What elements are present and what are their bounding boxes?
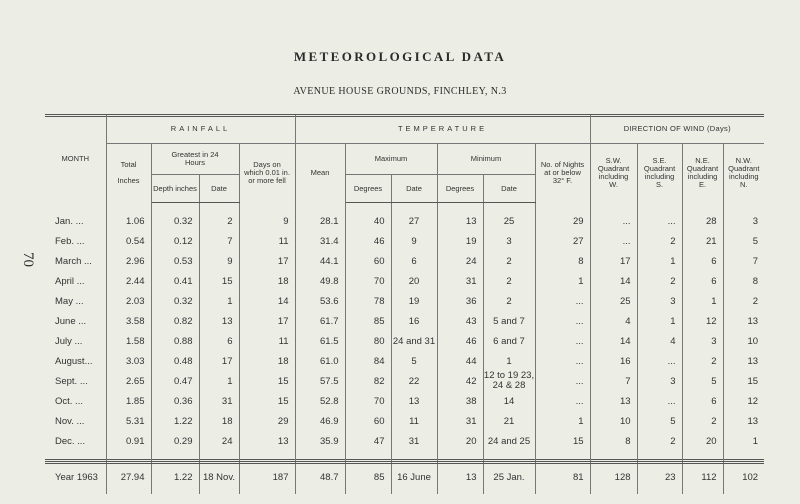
mean-cell: 28.1 — [295, 211, 345, 231]
mean-cell: 61.0 — [295, 351, 345, 371]
max-date-cell: 20 — [391, 271, 437, 291]
sw-cell: 128 — [590, 460, 637, 495]
mean-cell: 48.7 — [295, 460, 345, 495]
month-cell: Jan. ... — [45, 211, 106, 231]
sw-cell: ... — [590, 211, 637, 231]
days-cell: 17 — [239, 311, 295, 331]
min-date-cell: 5 and 7 — [483, 311, 535, 331]
max-date-cell: 13 — [391, 391, 437, 411]
total-cell: 2.03 — [106, 291, 151, 311]
nights-cell: 1 — [535, 271, 590, 291]
se-cell: 1 — [637, 251, 682, 271]
mean-cell: 52.8 — [295, 391, 345, 411]
se-cell: 5 — [637, 411, 682, 431]
min-deg-cell: 42 — [437, 371, 483, 391]
depth-cell: 0.12 — [151, 231, 199, 251]
table-row — [45, 331, 764, 351]
nw-cell: 5 — [752, 235, 759, 247]
max-deg-cell: 84 — [345, 351, 391, 371]
ne-cell: 6 — [682, 251, 723, 271]
min-deg-cell: 24 — [437, 251, 483, 271]
nights-cell: ... — [535, 391, 590, 411]
min-date-cell: 2 — [483, 291, 535, 311]
sw-cell: 10 — [590, 411, 637, 431]
max-deg-cell: 60 — [345, 411, 391, 431]
max-deg-cell: 80 — [345, 331, 391, 351]
month-cell: April ... — [45, 271, 106, 291]
month-cell: Nov. ... — [45, 411, 106, 431]
min-date-cell: 2 — [483, 271, 535, 291]
meteorological-table — [45, 115, 764, 494]
total-cell: 0.54 — [106, 231, 151, 251]
total-cell: 3.58 — [106, 311, 151, 331]
table-row — [45, 311, 764, 331]
mean-cell: 57.5 — [295, 371, 345, 391]
mean-cell: 61.5 — [295, 331, 345, 351]
total-cell: 2.96 — [106, 251, 151, 271]
ne-header: N.E. Quadrant including E. — [682, 144, 723, 203]
total-cell: 27.94 — [106, 460, 151, 495]
min-deg-cell: 38 — [437, 391, 483, 411]
se-cell: 2 — [637, 271, 682, 291]
sw-header: S.W. Quadrant including W. — [590, 144, 637, 203]
page-number: 70 — [20, 252, 36, 267]
days-header: Days on which 0.01 in. or more fell — [239, 144, 295, 203]
nights-cell: 1 — [535, 411, 590, 431]
min-date-cell: 3 — [483, 231, 535, 251]
table-row — [45, 271, 764, 291]
total-cell: 1.58 — [106, 331, 151, 351]
nights-cell: 15 — [535, 431, 590, 451]
nw-cell: 12 — [747, 395, 759, 407]
table-row — [45, 391, 764, 411]
mean-header: Mean — [295, 144, 345, 203]
total-cell: 1.06 — [106, 211, 151, 231]
min-date-cell: 6 and 7 — [483, 331, 535, 351]
max-date-cell: 9 — [391, 231, 437, 251]
date-cell: 1 — [199, 291, 239, 311]
greatest-header: Greatest in 24 Hours — [151, 144, 239, 175]
date-cell: 13 — [199, 311, 239, 331]
max-deg-cell: 46 — [345, 231, 391, 251]
min-deg-cell: 44 — [437, 351, 483, 371]
inches-label: Inches — [117, 176, 140, 186]
sw-cell: 13 — [590, 391, 637, 411]
nw-cell: 2 — [752, 295, 759, 307]
min-date-cell: 14 — [483, 391, 535, 411]
ne-cell: 6 — [682, 271, 723, 291]
nights-cell: ... — [535, 291, 590, 311]
nights-cell: 81 — [535, 460, 590, 495]
min-deg-cell: 13 — [437, 211, 483, 231]
mean-cell: 61.7 — [295, 311, 345, 331]
page-title: METEOROLOGICAL DATA — [293, 49, 507, 64]
date-cell: 15 — [199, 271, 239, 291]
max-deg-cell: 47 — [345, 431, 391, 451]
date-cell: 18 — [199, 411, 239, 431]
days-cell: 11 — [239, 331, 295, 351]
mean-cell: 49.8 — [295, 271, 345, 291]
table-bottom-rule — [45, 461, 764, 464]
date-cell: 7 — [199, 231, 239, 251]
date-header: Date — [199, 175, 239, 203]
max-deg-cell: 82 — [345, 371, 391, 391]
se-cell: 2 — [637, 231, 682, 251]
se-cell: 3 — [637, 291, 682, 311]
sw-cell: 4 — [590, 311, 637, 331]
total-cell: 1.85 — [106, 391, 151, 411]
depth-cell: 0.32 — [151, 291, 199, 311]
date-cell: 6 — [199, 331, 239, 351]
min-deg-cell: 31 — [437, 271, 483, 291]
nights-cell: ... — [535, 311, 590, 331]
date-cell: 2 — [199, 211, 239, 231]
month-cell: Oct. ... — [45, 391, 106, 411]
month-cell: May ... — [45, 291, 106, 311]
max-deg-cell: 78 — [345, 291, 391, 311]
days-cell: 14 — [239, 291, 295, 311]
depth-cell: 1.22 — [151, 460, 199, 495]
month-cell: Sept. ... — [45, 371, 106, 391]
max-date-cell: 16 — [391, 311, 437, 331]
ne-cell: 28 — [682, 211, 723, 231]
depth-cell: 0.47 — [151, 371, 199, 391]
mean-cell: 35.9 — [295, 431, 345, 451]
nw-cell: 13 — [747, 355, 759, 367]
min-date-cell: 1 — [483, 351, 535, 371]
total-inches-header — [106, 144, 151, 203]
nights-header: No. of Nights at or below 32° F. — [535, 144, 590, 203]
se-cell: 1 — [637, 311, 682, 331]
nw-cell: 3 — [752, 215, 759, 227]
ne-cell: 2 — [682, 411, 723, 431]
date-cell: 24 — [199, 431, 239, 451]
min-date-cell: 2 — [483, 251, 535, 271]
min-deg-cell: 36 — [437, 291, 483, 311]
total-row — [45, 460, 764, 495]
nw-cell: 7 — [752, 255, 759, 267]
sw-cell: 7 — [590, 371, 637, 391]
max-date-header: Date — [391, 175, 437, 203]
nights-cell: 8 — [535, 251, 590, 271]
min-degrees-header: Degrees — [437, 175, 483, 203]
days-cell: 13 — [239, 431, 295, 451]
nw-cell: 15 — [747, 375, 759, 387]
month-cell: March ... — [45, 251, 106, 271]
month-cell: Dec. ... — [45, 431, 106, 451]
table-row — [45, 231, 764, 251]
nights-cell: ... — [535, 351, 590, 371]
max-deg-cell: 85 — [345, 460, 391, 495]
table-row — [45, 351, 764, 371]
ne-cell: 2 — [682, 351, 723, 371]
sw-cell: 25 — [590, 291, 637, 311]
total-cell: 3.03 — [106, 351, 151, 371]
se-cell: ... — [637, 211, 682, 231]
sw-cell: 14 — [590, 331, 637, 351]
total-cell: 2.44 — [106, 271, 151, 291]
table-row — [45, 371, 764, 391]
min-date-cell: 12 to 19 23, 24 & 28 — [483, 370, 535, 391]
month-cell: Year 1963 — [45, 460, 106, 495]
sw-cell: 14 — [590, 271, 637, 291]
max-date-cell: 5 — [391, 351, 437, 371]
max-date-cell: 6 — [391, 251, 437, 271]
min-deg-cell: 19 — [437, 231, 483, 251]
ne-cell: 6 — [682, 391, 723, 411]
temperature-header: TEMPERATURE — [295, 115, 590, 144]
min-deg-cell: 13 — [437, 460, 483, 495]
max-date-cell: 16 June — [391, 460, 437, 495]
page-subtitle: AVENUE HOUSE GROUNDS, FINCHLEY, N.3 — [293, 86, 507, 97]
se-cell: 2 — [637, 431, 682, 451]
days-cell: 9 — [239, 211, 295, 231]
days-cell: 29 — [239, 411, 295, 431]
table-row — [45, 291, 764, 311]
maximum-header: Maximum — [345, 144, 437, 175]
days-cell: 18 — [239, 271, 295, 291]
max-deg-cell: 60 — [345, 251, 391, 271]
se-cell: ... — [637, 351, 682, 371]
depth-cell: 0.32 — [151, 211, 199, 231]
date-cell: 1 — [199, 371, 239, 391]
sw-cell: 8 — [590, 431, 637, 451]
date-cell: 31 — [199, 391, 239, 411]
max-deg-cell: 40 — [345, 211, 391, 231]
table-row — [45, 211, 764, 231]
total-cell: 5.31 — [106, 411, 151, 431]
min-deg-cell: 43 — [437, 311, 483, 331]
min-date-cell: 25 — [483, 211, 535, 231]
se-cell: 3 — [637, 371, 682, 391]
nights-cell: ... — [535, 371, 590, 391]
depth-cell: 0.36 — [151, 391, 199, 411]
min-deg-cell: 20 — [437, 431, 483, 451]
sw-cell: 16 — [590, 351, 637, 371]
days-cell: 18 — [239, 351, 295, 371]
min-date-cell: 21 — [483, 411, 535, 431]
se-cell: 23 — [637, 460, 682, 495]
depth-cell: 0.53 — [151, 251, 199, 271]
mean-cell: 53.6 — [295, 291, 345, 311]
table-row — [45, 411, 764, 431]
min-date-cell: 24 and 25 — [483, 431, 535, 451]
month-header: MONTH — [45, 115, 106, 203]
nw-header: N.W. Quadrant including N. — [728, 156, 760, 190]
month-cell: June ... — [45, 311, 106, 331]
se-cell: ... — [637, 391, 682, 411]
table-row — [45, 431, 764, 451]
sw-cell: 17 — [590, 251, 637, 271]
sw-cell: ... — [590, 231, 637, 251]
mean-cell: 31.4 — [295, 231, 345, 251]
depth-header: Depth inches — [151, 175, 199, 203]
nw-cell: 8 — [752, 275, 759, 287]
nights-cell: 27 — [535, 231, 590, 251]
ne-cell: 12 — [682, 311, 723, 331]
se-header: S.E. Quadrant including S. — [637, 144, 682, 203]
month-cell: Feb. ... — [45, 231, 106, 251]
se-cell: 4 — [637, 331, 682, 351]
total-label: Total — [120, 160, 137, 170]
days-cell: 17 — [239, 251, 295, 271]
nights-cell: 29 — [535, 211, 590, 231]
max-deg-cell: 70 — [345, 391, 391, 411]
max-date-cell: 11 — [391, 411, 437, 431]
total-cell: 2.65 — [106, 371, 151, 391]
ne-cell: 21 — [682, 231, 723, 251]
nw-cell: 13 — [747, 315, 759, 327]
min-date-header: Date — [483, 175, 535, 203]
min-deg-cell: 46 — [437, 331, 483, 351]
date-cell: 18 Nov. — [199, 460, 239, 495]
total-cell: 0.91 — [106, 431, 151, 451]
month-cell: July ... — [45, 331, 106, 351]
date-cell: 9 — [199, 251, 239, 271]
max-date-cell: 27 — [391, 211, 437, 231]
depth-cell: 1.22 — [151, 411, 199, 431]
min-deg-cell: 31 — [437, 411, 483, 431]
max-degrees-header: Degrees — [345, 175, 391, 203]
days-cell: 15 — [239, 371, 295, 391]
days-cell: 15 — [239, 391, 295, 411]
mean-cell: 46.9 — [295, 411, 345, 431]
table-row — [45, 251, 764, 271]
minimum-header: Minimum — [437, 144, 535, 175]
max-date-cell: 22 — [391, 371, 437, 391]
ne-cell: 1 — [682, 291, 723, 311]
nw-cell: 102 — [723, 460, 764, 495]
rainfall-header: RAINFALL — [106, 115, 295, 144]
max-date-cell: 19 — [391, 291, 437, 311]
max-date-cell: 31 — [391, 431, 437, 451]
ne-cell: 5 — [682, 371, 723, 391]
ne-cell: 20 — [682, 431, 723, 451]
depth-cell: 0.88 — [151, 331, 199, 351]
max-deg-cell: 70 — [345, 271, 391, 291]
max-date-cell: 24 and 31 — [391, 331, 437, 351]
month-cell: August... — [45, 351, 106, 371]
days-cell: 11 — [239, 231, 295, 251]
ne-cell: 112 — [682, 460, 723, 495]
depth-cell: 0.82 — [151, 311, 199, 331]
depth-cell: 0.29 — [151, 431, 199, 451]
depth-cell: 0.48 — [151, 351, 199, 371]
ne-cell: 3 — [682, 331, 723, 351]
nights-cell: ... — [535, 331, 590, 351]
mean-cell: 44.1 — [295, 251, 345, 271]
min-date-cell: 25 Jan. — [483, 460, 535, 495]
days-cell: 187 — [239, 460, 295, 495]
depth-cell: 0.41 — [151, 271, 199, 291]
nw-cell: 13 — [747, 415, 759, 427]
date-cell: 17 — [199, 351, 239, 371]
nw-cell: 1 — [752, 435, 759, 447]
max-deg-cell: 85 — [345, 311, 391, 331]
nw-cell: 10 — [747, 335, 759, 347]
wind-header: DIRECTION OF WIND (Days) — [590, 115, 764, 144]
